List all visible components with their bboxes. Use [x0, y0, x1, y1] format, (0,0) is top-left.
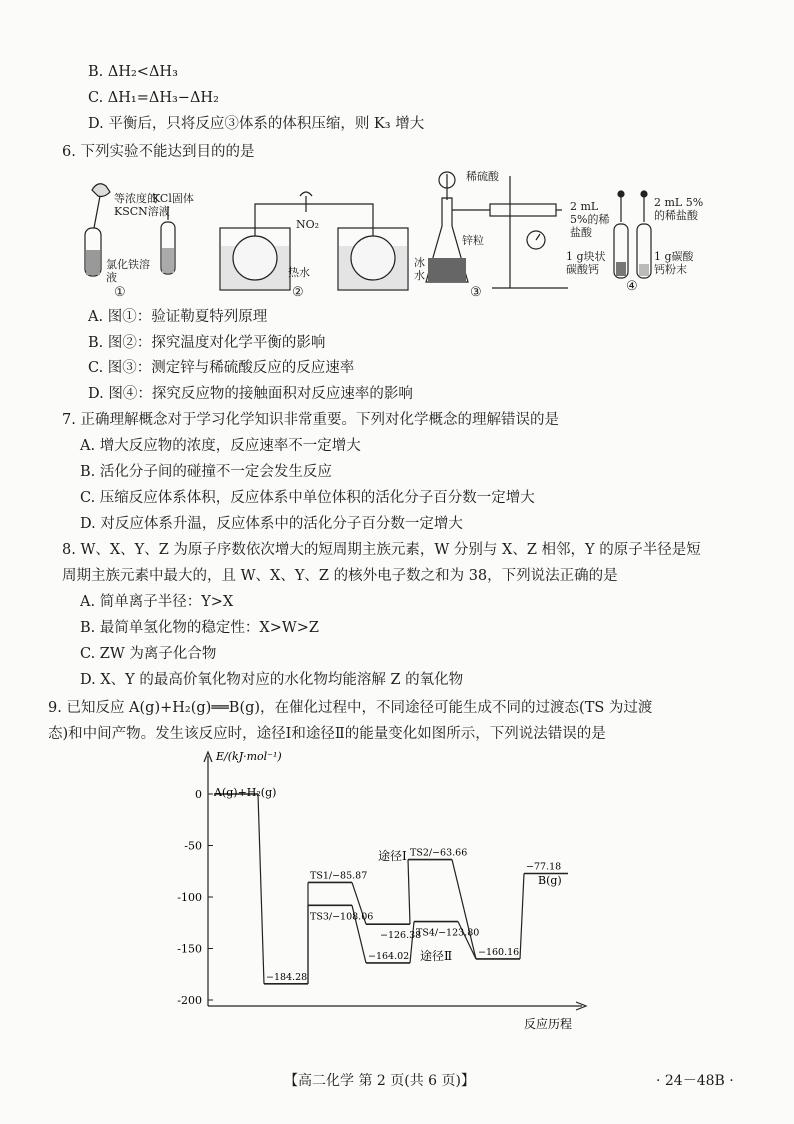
route1-label: 途径Ⅰ: [378, 849, 407, 863]
q9-stem-line1: 9. 已知反应 A(g)+H₂(g)══B(g)，在催化过程中，不同途径可能生成不同的过渡态(TS 为过渡: [48, 700, 653, 716]
q6-option-c: C. 图③：测定锌与稀硫酸反应的反应速率: [88, 360, 355, 376]
data-label: TS2/−63.66: [410, 847, 468, 859]
energy-diagram: [177, 748, 600, 1038]
start-state-label: A(g)+H₂(g): [214, 786, 277, 799]
q7-option-d: D. 对反应体系升温，反应体系中的活化分子百分数一定增大: [80, 516, 463, 532]
q6-option-b: B. 图②：探究温度对化学平衡的影响: [88, 335, 326, 351]
x-axis-label: 反应历程: [524, 1017, 573, 1031]
y-tick-label: -100: [177, 891, 202, 904]
fig4-solid-right-label: 1 g碳酸钙粉末: [654, 250, 694, 276]
data-label: TS4/−123.80: [416, 927, 480, 939]
fig1-tube-label: 氯化铁溶液: [106, 258, 150, 284]
q7-option-a: A. 增大反应物的浓度，反应速率不一定增大: [80, 438, 361, 454]
energy-diagram-svg: [177, 748, 600, 1038]
data-label: −126.38: [380, 930, 422, 942]
q7-option-b: B. 活化分子间的碰撞不一定会发生反应: [80, 464, 332, 480]
fig3-apparatus: [426, 172, 568, 288]
route2-label: 途径Ⅱ: [420, 949, 453, 963]
q8-option-a: A. 简单离子半径：Y>X: [80, 594, 234, 610]
fig1-dropper-label: 等浓度的KSCN溶液: [114, 192, 170, 218]
q5-option-b: B. ΔH₂<ΔH₃: [88, 64, 178, 80]
end-state-label: B(g): [538, 874, 562, 887]
y-tick-label: -50: [184, 839, 202, 853]
fig4-apparatus: [614, 191, 651, 278]
page-code: · 24－48B ·: [656, 1073, 734, 1089]
data-label: TS3/−108.06: [310, 911, 374, 923]
q5-option-d: D. 平衡后，只将反应③体系的体积压缩，则 K₃ 增大: [88, 116, 425, 132]
fig4-solid-left-label: 1 g块状碳酸钙: [566, 250, 606, 276]
q6-option-a: A. 图①：验证勒夏特列原理: [88, 309, 268, 325]
fig2-gas-label: NO₂: [296, 218, 320, 231]
q6-stem: 6. 下列实验不能达到目的的是: [62, 144, 255, 160]
q8-stem-line2: 周期主族元素中最大的，且 W、X、Y、Z 的核外电子数之和为 38，下列说法正确的是: [62, 568, 618, 584]
fig1-solid-label: KCl固体: [152, 192, 194, 205]
route1-connector-6: [520, 873, 524, 958]
q6-figures: [70, 166, 720, 302]
y-tick-label: -150: [177, 942, 202, 956]
q9-stem-line2: 态)和中间产物。发生该反应时，途径Ⅰ和途径Ⅱ的能量变化如图所示，下列说法错误的是: [48, 726, 606, 742]
q8-stem-line1: 8. W、X、Y、Z 为原子序数依次增大的短周期主族元素，W 分别与 X、Z 相邻，Y 的原子半径是短: [62, 542, 701, 558]
fig1-number: ①: [114, 285, 126, 300]
fig2-apparatus: [220, 192, 408, 290]
y-tick-label: -200: [177, 994, 202, 1007]
fig2-number: ②: [292, 285, 304, 300]
q5-option-c: C. ΔH₁=ΔH₃−ΔH₂: [88, 90, 219, 106]
q8-option-d: D. X、Y 的最高价氧化物对应的水化物均能溶解 Z 的氧化物: [80, 672, 464, 688]
data-label: −164.02: [368, 950, 410, 962]
q8-option-b: B. 最简单氢化物的稳定性：X>W>Z: [80, 620, 319, 636]
route2-connector-3: [410, 922, 414, 963]
q6-figures-drawing: [70, 166, 720, 302]
route1-connector-4: [408, 860, 410, 925]
page-footer: 【高二化学 第 2 页(共 6 页)】: [284, 1073, 475, 1089]
data-label: −77.18: [526, 861, 562, 873]
route1-connector-5: [452, 860, 476, 959]
data-label: −160.16: [478, 946, 520, 958]
fig3-number: ③: [470, 285, 482, 300]
q6-option-d: D. 图④：探究反应物的接触面积对反应速率的影响: [88, 386, 413, 402]
y-axis-label: E/(kJ·mol⁻¹): [216, 750, 282, 763]
q7-stem: 7. 正确理解概念对于学习化学知识非常重要。下列对化学概念的理解错误的是: [62, 412, 559, 428]
fig4-acid-right-label: 2 mL 5%的稀盐酸: [654, 196, 704, 222]
data-label: −184.28: [266, 971, 308, 983]
data-label: TS1/−85.87: [310, 870, 368, 882]
fig3-zinc-label: 锌粒: [462, 234, 484, 247]
q7-option-c: C. 压缩反应体系体积，反应体系中单位体积的活化分子百分数一定增大: [80, 490, 535, 506]
fig4-acid-left-label: 2 mL 5%的稀盐酸: [570, 200, 610, 239]
y-tick-label: 0: [195, 788, 202, 801]
fig2-hot-label: 热水: [288, 266, 310, 279]
q8-option-c: C. ZW 为离子化合物: [80, 646, 217, 662]
fig4-number: ④: [626, 279, 638, 294]
fig3-acid-label: 稀硫酸: [466, 170, 499, 183]
route1-connector-1: [258, 794, 264, 984]
fig2-ice-label: 冰水: [414, 256, 425, 282]
